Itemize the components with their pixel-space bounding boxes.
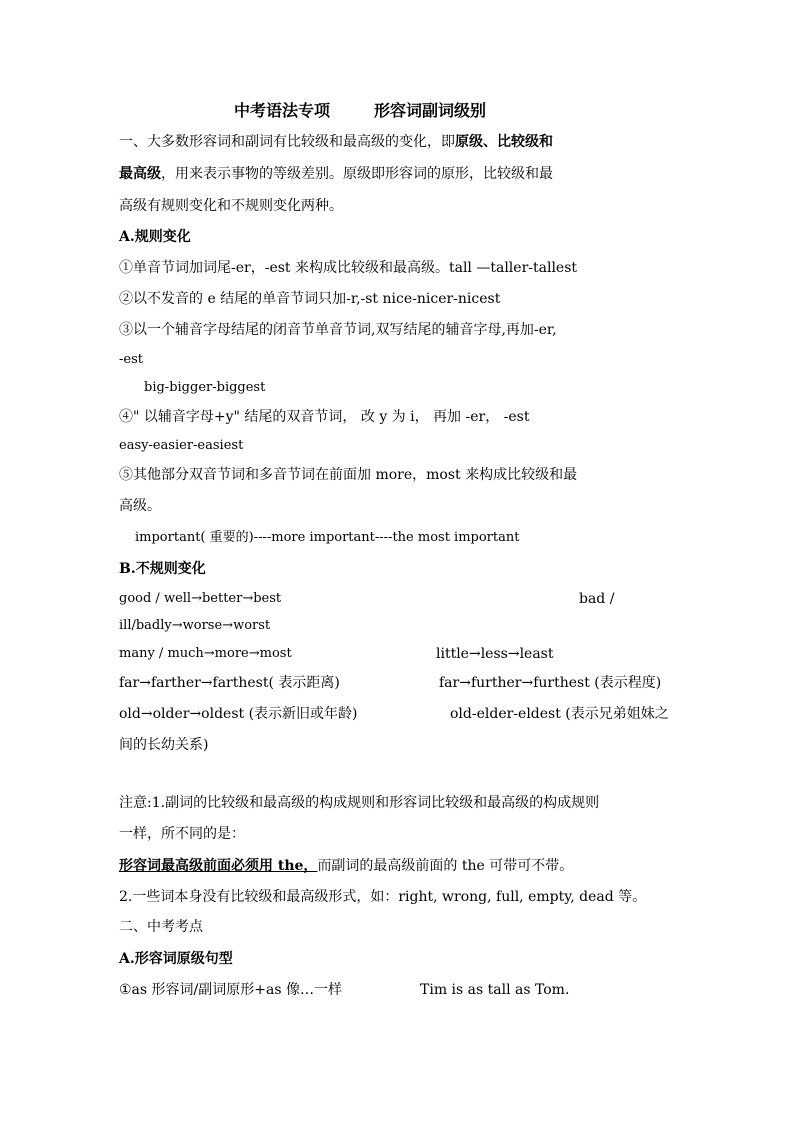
- note-line-1: 注意:1.副词的比较级和最高级的构成规则和形容词比较级和最高级的构成规则: [119, 795, 600, 811]
- rule-2: ②以不发音的 e 结尾的单音节词只加-r,-st nice-nicer-nicest: [119, 291, 501, 307]
- rule-5: ⑤其他部分双音节词和多音节词在前面加 more，most 来构成比较级和最: [119, 467, 578, 483]
- intro-line-1: [119, 132, 553, 152]
- note-emphasis: 形容词最高级前面必须用 the，: [119, 858, 318, 874]
- irregular-old-2: old-elder-eldest (表示兄弟姐妹之: [450, 706, 669, 722]
- rule-5-cont: 高级。: [119, 498, 161, 514]
- irregular-good: good / well→better→best: [119, 591, 282, 606]
- intro-text: 一、大多数形容词和副词有比较级和最高级的变化，即: [119, 134, 455, 150]
- intro-bold: 最高级: [119, 166, 161, 182]
- note-text: 而副词的最高级前面的 the 可带可不带。: [317, 858, 574, 874]
- part2-heading: 二、中考考点: [119, 919, 203, 935]
- rule-1: ①单音节词加词尾-er，-est 来构成比较级和最高级。tall —taller-tallest: [119, 260, 578, 276]
- note-line-2: 一样，所不同的是：: [119, 826, 245, 842]
- rule-5-example: important( 重要的)----more important----the most important: [135, 530, 520, 545]
- title-part2: 形容词副词级别: [374, 101, 487, 120]
- note-line-4: 2.一些词本身没有比较级和最高级形式，如：right, wrong, full, empty, dead 等。: [119, 889, 647, 905]
- intro-line-2: [119, 164, 553, 184]
- note-line-3: [119, 856, 573, 876]
- irregular-bad: bad /: [579, 591, 615, 607]
- intro-bold: 原级、比较级和: [455, 134, 553, 150]
- irregular-many: many / much→more→most: [119, 646, 292, 661]
- rule-4: ④" 以辅音字母+y" 结尾的双音节词， 改 y 为 i， 再加 -er， -est: [119, 409, 530, 425]
- sentence-example-1: Tim is as tall as Tom.: [420, 982, 570, 998]
- rule-3-cont: -est: [119, 352, 143, 367]
- irregular-old-1: old→older→oldest (表示新旧或年龄): [119, 706, 358, 722]
- sentence-pattern-1: ①as 形容词/副词原形+as 像…一样: [119, 982, 342, 998]
- rule-3-example: big-bigger-biggest: [144, 380, 266, 395]
- irregular-little: little→less→least: [436, 646, 554, 662]
- irregular-ill: ill/badly→worse→worst: [119, 618, 271, 633]
- rule-3: ③以一个辅音字母结尾的闭音节单音节词,双写结尾的辅音字母,再加-er,: [119, 322, 557, 338]
- irregular-old-cont: 间的长幼关系): [119, 737, 209, 753]
- rule-4-example: easy-easier-easiest: [119, 438, 244, 453]
- irregular-far-2: far→further→furthest (表示程度): [439, 675, 662, 691]
- intro-line-3: 高级有规则变化和不规则变化两种。: [119, 198, 343, 214]
- section-b-heading: B.不规则变化: [119, 561, 206, 577]
- title-part1: 中考语法专项: [234, 101, 331, 120]
- intro-text: ，用来表示事物的等级差别。原级即形容词的原形，比较级和最: [161, 166, 553, 182]
- section-a-heading: A.规则变化: [119, 229, 191, 245]
- irregular-far-1: far→farther→farthest( 表示距离): [119, 675, 340, 691]
- part2-sub-a: A.形容词原级句型: [119, 951, 233, 967]
